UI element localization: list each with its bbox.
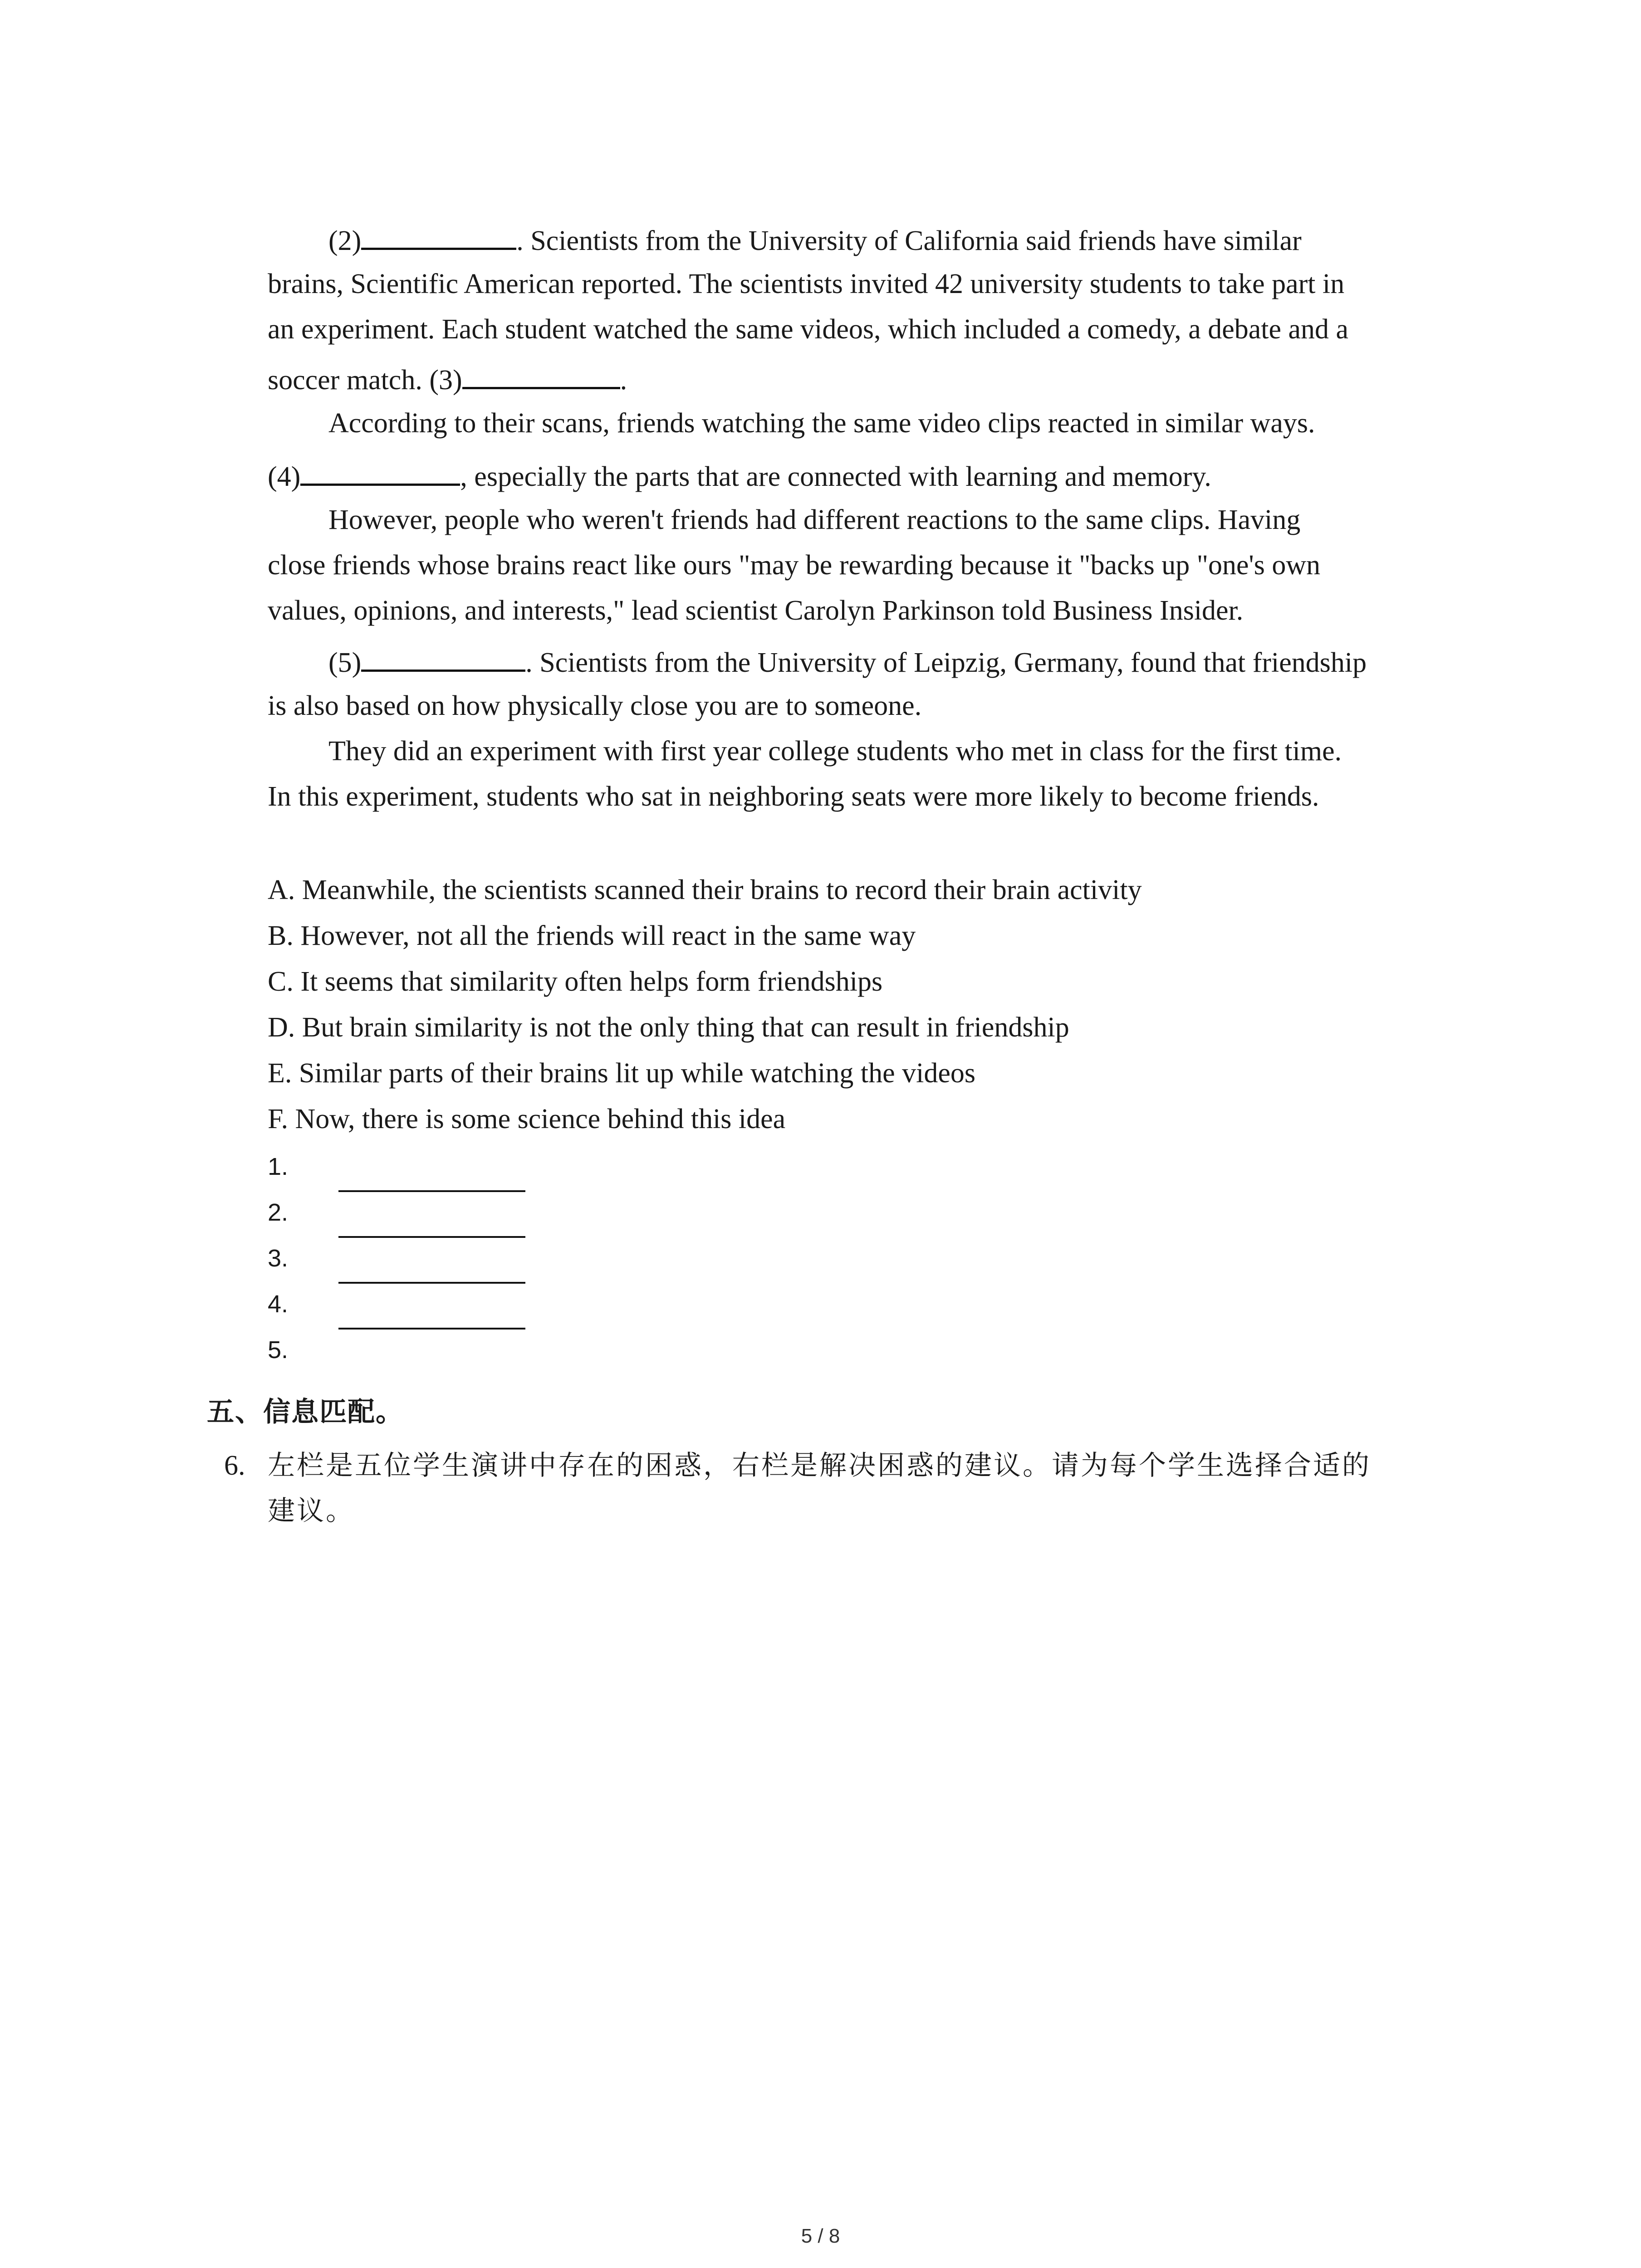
answer-line-4[interactable] (338, 1328, 525, 1330)
answer-number-4: 4. (268, 1290, 289, 1318)
passage-text: , especially the parts that are connected with learning and memory. (460, 461, 1211, 492)
passage-line (268, 362, 627, 396)
blank-label-3: soccer match. (3) (268, 365, 462, 396)
blank-3[interactable] (462, 362, 620, 389)
blank-label-2: (2) (328, 225, 362, 256)
passage-line: They did an experiment with first year college students who met in class for the first time. (328, 736, 1342, 767)
passage-line: However, people who weren't friends had different reactions to the same clips. Having (328, 504, 1301, 535)
passage-line: is also based on how physically close you are to someone. (268, 690, 922, 721)
passage-line: According to their scans, friends watching the same video clips reacted in similar ways. (328, 408, 1315, 439)
blank-label-4: (4) (268, 461, 301, 492)
question-number: 6. (224, 1450, 245, 1481)
passage-text: . Scientists from the University of Leipzig, Germany, found that friendship (525, 647, 1367, 678)
section-heading: 五、信息匹配。 (207, 1396, 404, 1428)
option-a: A. Meanwhile, the scientists scanned their brains to record their brain activity (268, 875, 1142, 905)
blank-5[interactable] (361, 644, 525, 672)
option-b: B. However, not all the friends will react in the same way (268, 920, 916, 951)
blank-4[interactable] (300, 458, 460, 486)
blank-2[interactable] (361, 222, 516, 250)
blank-label-5: (5) (328, 647, 362, 678)
passage-line: brains, Scientific American reported. The scientists invited 42 university students to take part in (268, 269, 1345, 299)
passage-line: close friends whose brains react like ours "may be rewarding because it "backs up "one's own (268, 550, 1321, 581)
passage-line (328, 222, 1302, 257)
answer-line-2[interactable] (338, 1236, 525, 1238)
passage-line (328, 644, 1367, 679)
answer-number-1: 1. (268, 1153, 289, 1180)
option-d: D. But brain similarity is not the only thing that can result in friendship (268, 1012, 1069, 1043)
answer-number-5: 5. (268, 1336, 289, 1364)
answer-line-1[interactable] (338, 1190, 525, 1192)
option-c: C. It seems that similarity often helps form friendships (268, 966, 883, 997)
answer-number-3: 3. (268, 1245, 289, 1272)
option-e: E. Similar parts of their brains lit up while watching the videos (268, 1058, 976, 1089)
passage-text: . Scientists from the University of California said friends have similar (516, 225, 1302, 256)
passage-text: . (620, 365, 627, 396)
passage-line: In this experiment, students who sat in neighboring seats were more likely to become friends. (268, 781, 1319, 812)
question-text-line-2: 建议。 (268, 1495, 355, 1527)
option-f: F. Now, there is some science behind this idea (268, 1104, 786, 1134)
answer-number-2: 2. (268, 1199, 289, 1226)
question-text-line-1: 左栏是五位学生演讲中存在的困惑，右栏是解决困惑的建议。请为每个学生选择合适的 (268, 1450, 1371, 1481)
page-number: 5 / 8 (801, 2225, 840, 2247)
passage-line (268, 458, 1211, 493)
passage-line: values, opinions, and interests," lead scientist Carolyn Parkinson told Business Insider. (268, 595, 1244, 626)
passage-line: an experiment. Each student watched the same videos, which included a comedy, a debate and a (268, 314, 1349, 345)
answer-line-3[interactable] (338, 1282, 525, 1284)
